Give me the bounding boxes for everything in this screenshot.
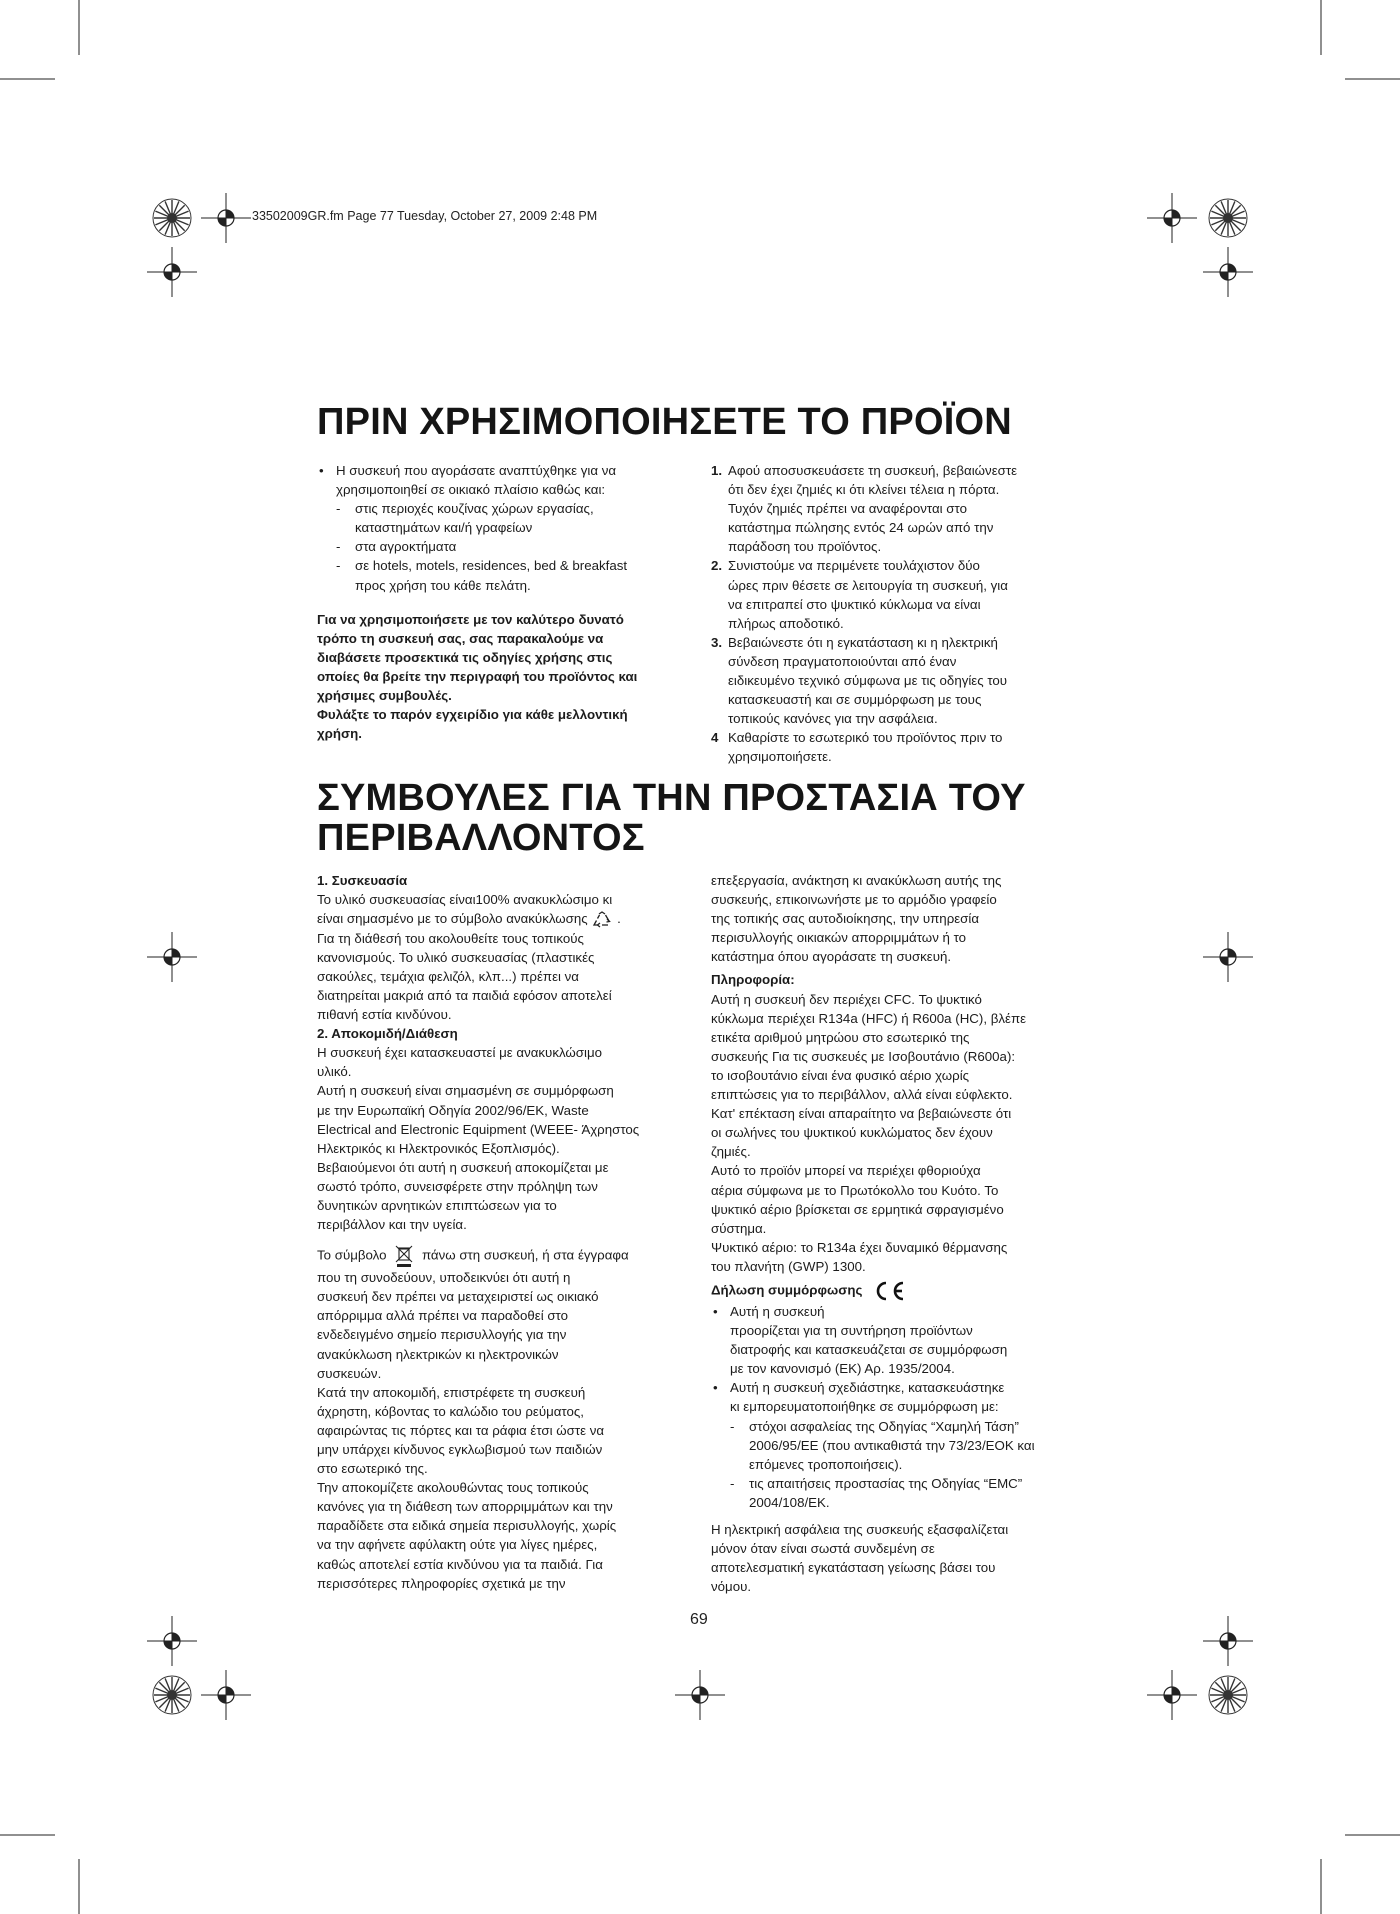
section-title-before-use: ΠΡΙΝ ΧΡΗΣΙΜΟΠΟΙΗΣΕΤΕ ΤΟ ΠΡΟΪΟΝ xyxy=(317,401,1012,443)
printer-rosette-icon xyxy=(1209,1676,1247,1714)
packaging-heading: 1. Συσκευασία xyxy=(317,873,408,888)
registration-mark-icon xyxy=(147,932,197,982)
registration-mark-icon xyxy=(1147,193,1197,243)
registration-mark-icon xyxy=(201,193,251,243)
registration-mark-icon xyxy=(147,1616,197,1666)
before-use-left-column xyxy=(317,461,697,743)
printer-rosette-icon xyxy=(1209,199,1247,237)
usage-dash-item: - στις περιοχές κουζίνας χώρων εργασίας, καταστημάτων και/ή γραφείων xyxy=(336,501,594,536)
conformity-dash-item: - τις απαιτήσεις προστασίας της Οδηγίας “EMC” 2004/108/EK. xyxy=(730,1475,1023,1510)
usage-dash-item: - στα αγροκτήματα xyxy=(336,539,457,555)
conformity-bullet: • Αυτή η συσκευή προορίζεται για τη συντήρηση προϊόντων διατροφής και κατασκευάζεται σε συμμόρφωση με τον κανονισμό (ΕΚ) Αρ. 1935/2004. xyxy=(713,1303,1008,1377)
registration-mark-icon xyxy=(675,1670,725,1720)
info-heading: Πληροφορία: xyxy=(711,972,795,988)
before-use-right-column xyxy=(711,461,1091,767)
crossed-out-wheelie-bin-icon xyxy=(394,1244,414,1268)
section-title-environment: ΣΥΜΒΟΥΛΕΣ ΓΙΑ ΤΗΝ ΠΡΟΣΤΑΣΙΑ ΤΟΥ ΠΕΡΙΒΑΛΛΟΝΤΟΣ xyxy=(317,777,1026,859)
instructions-notice: Για να χρησιμοποιήσετε με τον καλύτερο δυνατό τρόπο τη συσκευή σας, σας παρακαλούμε να διαβάσετε προσεκτικά τις οδηγίες χρήσης στις οποίες θα βρείτε την περιγραφή του προϊόντος και χρήσιμες συμβουλές. Φυλάξτε το παρόν εγχειρίδιο για κάθε μελλοντική χρήση. xyxy=(317,611,638,742)
usage-dash-item: - σε hotels, motels, residences, bed & breakfast προς χρήση του κάθε πελάτη. xyxy=(336,558,628,593)
print-header: 33502009GR.fm Page 77 Tuesday, October 27, 2009 2:48 PM xyxy=(252,209,598,223)
usage-bullet: • Η συσκευή που αγοράσατε αναπτύχθηκε για να χρησιμοποιηθεί σε οικιακό πλαίσιο καθώς και: xyxy=(319,463,617,498)
step-item: 3. Βεβαιώνεστε ότι η εγκατάσταση κι η ηλεκτρική σύνδεση πραγματοποιούνται από έναν ειδικευμένο τεχνικό σύμφωνα με τις οδηγίες του κατασκευαστή και σε συμμόρφωση με τους τοπικούς κανόνες για την ασφάλεια. xyxy=(711,634,1008,727)
disposal-heading: 2. Αποκομιδή/Διάθεση xyxy=(317,1026,458,1042)
registration-mark-icon xyxy=(147,247,197,297)
recycling-symbol-icon xyxy=(591,911,613,929)
registration-mark-icon xyxy=(1147,1670,1197,1720)
environment-left-column: 1. Συσκευασία Το υλικό συσκευασίας είναι100% ανακυκλώσιμο κι είναι σημασμένο με το σύμβολο ανακύκλωσης . Για τη διάθεσή του ακολουθείτε τους τοπικούς κανονισμούς. Το υλικό συσκευασίας (πλαστικές σακούλες, τεμάχια φελιζόλ, κλπ...) πρέπει να διατηρείται μακριά από τα παιδιά εφόσον αποτελεί πιθανή εστία κινδύνου. 2. Αποκομιδή/Διάθεση Η συσκευή έχει κατασκευαστεί με ανακυκλώσιμο υλικό. Αυτή η συσκευή είναι σημασμένη σε συμμόρφωση με την Ευρωπαϊκή Οδηγία 2002/96/EK, Waste Electrical and Electronic Equipment (WEEE- Άχρηστος Ηλεκτρικός κι Ηλεκτρονικός Εξοπλισμός). Βεβαιούμενοι ότι αυτή η συσκευή αποκομίζεται με σωστό τρόπο, συνεισφέρετε στην πρόληψη των δυνητικών αρνητικών επιπτώσεων για το περιβάλλον και την υγεία. Το σύμβολο πάνω στη συσκευή, ή στα έγγραφα που τη συνοδεύουν, υποδεικνύει ότι αυτή η συσκευή δεν πρέπει να μεταχειριστεί ως οικιακό απόρριμμα αλλά πρέπει να παραδοθεί στο ενδεδειγμένο σημείο περισυλλογής για την ανακύκλωση ηλεκτρικών κι ηλεκτρονικών συσκευών. Κατά την αποκομιδή, επιστρέφετε τη συσκευή άχρηστη, κόβοντας το καλώδιο του ρεύματος, αφαιρώντας τις πόρτες και τα ράφια έτσι ώστε να μην υπάρχει κίνδυνος εγκλωβισμού των παιδιών στο εσωτερικό της. Την αποκομίζετε ακολουθώντας τους τοπικούς κανόνες για τη διάθεση των απορριμμάτων και την παραδίδετε στα ειδικά σημεία περισυλλογής, χωρίς να την αφήνετε αφύλακτη ούτε για λίγες ημέρες, καθώς αποτελεί εστία κινδύνου για τα παιδιά. Για περισσότερες πληροφορίες σχετικά με την xyxy=(317,871,697,1593)
step-item: 2. Συνιστούμε να περιμένετε τουλάχιστον δύο ώρες πριν θέσετε σε λειτουργία τη συσκευή, για να επιτραπεί στο ψυκτικό κύκλωμα να είναι πλήρως αποδοτικό. xyxy=(711,558,1008,631)
conformity-heading: Δήλωση συμμόρφωσης xyxy=(711,1280,1091,1302)
step-item: 4 Καθαρίστε το εσωτερικό του προϊόντος πριν το χρησιμοποιήσετε. xyxy=(711,730,1003,765)
environment-right-column: επεξεργασία, ανάκτηση κι ανακύκλωση αυτής της συσκευής, επικοινωνήστε με το αρμόδιο γραφείο της τοπικής σας αυτοδιοίκησης, την υπηρεσία περισυλλογής οικιακών απορριμμάτων ή το κατάστημα όπου αγοράσατε τη συσκευή. Πληροφορία: Αυτή η συσκευή δεν περιέχει CFC. Το ψυκτικό κύκλωμα περιέχει R134a (HFC) ή R600a (HC), βλέπε ετικέτα αριθμού μητρώου στο εσωτερικό της συσκευής Για τις συσκευές με Ισοβουτάνιο (R600a): το ισοβουτάνιο είναι ένα φυσικό αέριο χωρίς επιπτώσεις για το περιβάλλον, αλλά είναι εύφλεκτο. Κατ' επέκταση είναι απαραίτητο να βεβαιώνεστε ότι οι σωλήνες του ψυκτικού κυκλώματος δεν έχουν ζημιές. Αυτό το προϊόν μπορεί να περιέχει φθοριούχα αέρια σύμφωνα με το Πρωτόκολλο του Κυότο. Το ψυκτικό αέριο βρίσκεται σε ερμητικά σφραγισμένο σύστημα. Ψυκτικό αέριο: το R134a έχει δυναμικό θέρμανσης του πλανήτη (GWP) 1300. Δήλωση συμμόρφωσης • Αυτή η συσκευή προορίζεται για τη συντήρηση προϊόντων διατροφής και κατασκευάζεται σε συμμόρφωση με τον κανονισμό (ΕΚ) Αρ. 1935/2004. • Αυτή η συσκευή σχεδιάστηκε, κατασκευάστηκε κι εμπορευματοποιήθηκε σε συμμόρφωση με: - στόχοι ασφαλείας της Οδηγίας “Χαμηλή Τάση” 2006/95/ΕΕ (που αντικαθιστά την 73/23/ΕΟΚ και επόμενες τροποποιήσεις). - τις απαιτήσεις προστασίας της Οδηγίας “EMC” 2004/108/EK. Η ηλεκτρική ασφάλεια της συσκευής εξασφαλίζεται μόνον όταν είναι σωστά συνδεμένη σε αποτελεσματική εγκατάσταση γείωσης βάσει του νόμου. xyxy=(711,871,1091,1596)
registration-mark-icon xyxy=(1203,932,1253,982)
printer-rosette-icon xyxy=(153,199,191,237)
step-item: 1. Αφού αποσυσκευάσετε τη συσκευή, βεβαιώνεστε ότι δεν έχει ζημιές κι ότι κλείνει τέλεια η πόρτα. Τυχόν ζημιές πρέπει να αναφέρονται στο κατάστημα πώλησης εντός 24 ωρών από την παράδοση του προϊόντος. xyxy=(711,463,1018,555)
registration-mark-icon xyxy=(1203,1616,1253,1666)
conformity-bullet: • Αυτή η συσκευή σχεδιάστηκε, κατασκευάστηκε κι εμπορευματοποιήθηκε σε συμμόρφωση με: xyxy=(713,1380,1005,1415)
printer-rosette-icon xyxy=(153,1676,191,1714)
conformity-dash-item: - στόχοι ασφαλείας της Οδηγίας “Χαμηλή Τάση” 2006/95/ΕΕ (που αντικαθιστά την 73/23/ΕΟΚ και επόμενες τροποποιήσεις). xyxy=(730,1418,1035,1472)
ce-mark-icon xyxy=(872,1280,906,1302)
registration-mark-icon xyxy=(201,1670,251,1720)
page-number: 69 xyxy=(690,1611,708,1628)
registration-mark-icon xyxy=(1203,247,1253,297)
